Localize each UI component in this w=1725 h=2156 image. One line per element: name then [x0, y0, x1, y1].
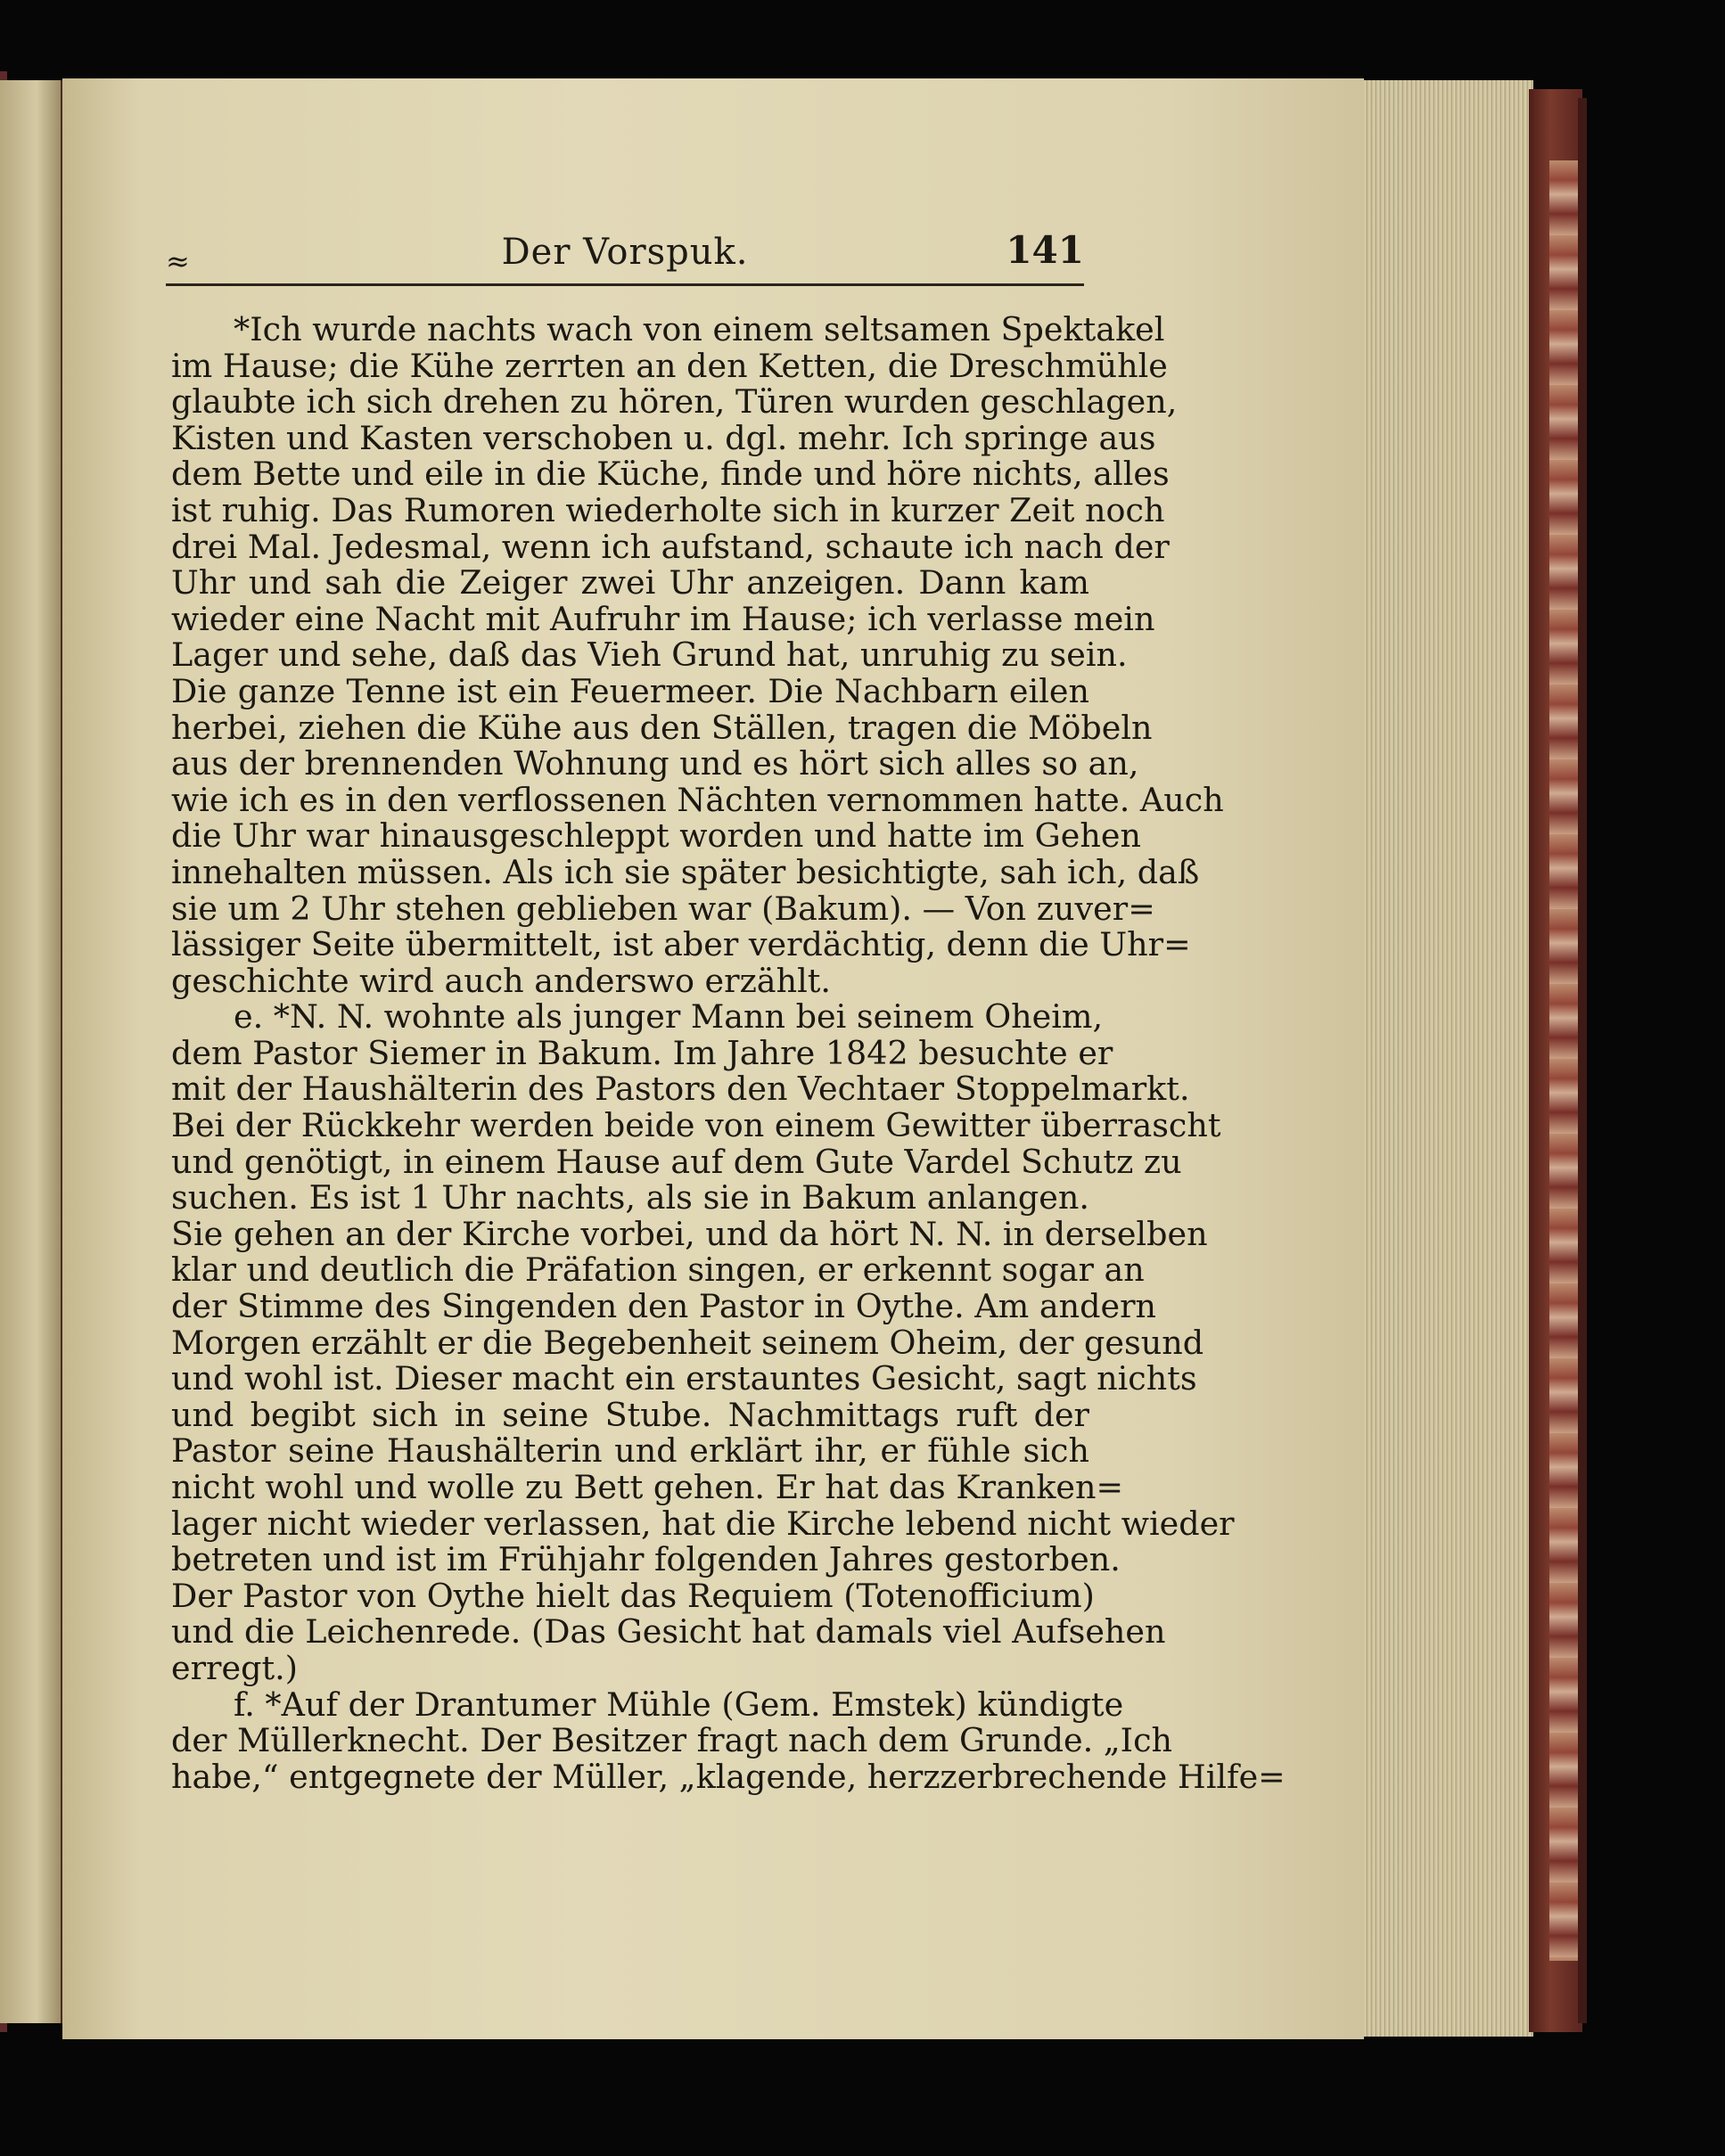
text-line: nicht wohl und wolle zu Bett gehen. Er hat das Kranken= [171, 1468, 1124, 1506]
text-line: und begibt sich in seine Stube. Nachmittags ruft der [171, 1395, 1089, 1434]
text-line: f. *Auf der Drantumer Mühle (Gem. Emstek) kündigte [234, 1685, 1124, 1724]
page-header [166, 225, 1084, 278]
text-line: suchen. Es ist 1 Uhr nachts, als sie in Bakum anlangen. [171, 1178, 1089, 1217]
text-line: habe,“ entgegnete der Müller, „klagende, herzzerbrechende Hilfe= [171, 1757, 1286, 1796]
text-line: Der Pastor von Oythe hielt das Requiem (Totenofficium) [171, 1576, 1095, 1615]
text-line: wie ich es in den verflossenen Nächten vernommen hatte. Auch [171, 780, 1224, 819]
text-line: Pastor seine Haushälterin und erklärt ihr, er fühle sich [171, 1431, 1089, 1471]
left-facing-page [0, 80, 63, 2023]
body-text [171, 310, 1286, 1796]
text-line: im Hause; die Kühe zerrten an den Ketten, die Dreschmühle [171, 346, 1168, 385]
text-line: Morgen erzählt er die Begebenheit seinem Oheim, der gesund [171, 1323, 1204, 1362]
text-line: sie um 2 Uhr stehen geblieben war (Bakum). — Von zuver= [171, 889, 1155, 928]
header-rule [166, 283, 1084, 286]
text-line: Die ganze Tenne ist ein Feuermeer. Die Nachbarn eilen [171, 671, 1089, 710]
text-line: wieder eine Nacht mit Aufruhr im Hause; ich verlasse mein [171, 599, 1155, 638]
signature-mark: ≈ [166, 244, 190, 278]
text-line: Uhr und sah die Zeiger zwei Uhr anzeigen. Dann kam [171, 563, 1089, 603]
text-line: aus der brennenden Wohnung und es hört sich alles so an, [171, 744, 1139, 783]
text-line: lässiger Seite übermittelt, ist aber verdächtig, denn die Uhr= [171, 925, 1191, 964]
text-line: dem Pastor Siemer in Bakum. Im Jahre 1842 besuchte er [171, 1033, 1113, 1072]
text-line: Bei der Rückkehr werden beide von einem Gewitter überrascht [171, 1106, 1221, 1145]
text-line: ist ruhig. Das Rumoren wiederholte sich in kurzer Zeit noch [171, 490, 1165, 529]
text-line: dem Bette und eile in die Küche, finde und höre nichts, alles [171, 455, 1170, 494]
text-line: herbei, ziehen die Kühe aus den Ställen, tragen die Möbeln [171, 708, 1153, 747]
text-line: und genötigt, in einem Hause auf dem Gute Vardel Schutz zu [171, 1142, 1182, 1181]
text-line: betreten und ist im Frühjahr folgenden Jahres gestorben. [171, 1540, 1121, 1579]
text-line: geschichte wird auch anderswo erzählt. [171, 961, 832, 1000]
text-line: Kisten und Kasten verschoben u. dgl. mehr. Ich springe aus [171, 418, 1156, 457]
text-line: der Müllerknecht. Der Besitzer fragt nach dem Grunde. „Ich [171, 1721, 1173, 1760]
text-line: innehalten müssen. Als ich sie später besichtigte, sah ich, daß [171, 852, 1200, 891]
text-line: *Ich wurde nachts wach von einem seltsamen Spektakel [234, 310, 1165, 348]
text-line: glaubte ich sich drehen zu hören, Türen wurden geschlagen, [171, 382, 1178, 422]
text-line: Sie gehen an der Kirche vorbei, und da hört N. N. in derselben [171, 1214, 1208, 1253]
text-line: Lager und sehe, daß das Vieh Grund hat, unruhig zu sein. [171, 635, 1128, 675]
text-line: lager nicht wieder verlassen, hat die Kirche lebend nicht wieder [171, 1504, 1235, 1543]
text-line: e. *N. N. wohnte als junger Mann bei seinem Oheim, [234, 997, 1104, 1037]
text-line: die Uhr war hinausgeschleppt worden und hatte im Gehen [171, 816, 1142, 856]
text-line: und die Leichenrede. (Das Gesicht hat damals viel Aufsehen [171, 1612, 1166, 1652]
text-line: der Stimme des Singenden den Pastor in Oythe. Am andern [171, 1287, 1157, 1326]
running-head: Der Vorspuk. [501, 232, 749, 273]
text-line: drei Mal. Jedesmal, wenn ich aufstand, schaute ich nach der [171, 527, 1170, 566]
text-line: und wohl ist. Dieser macht ein erstauntes Gesicht, sagt nichts [171, 1359, 1197, 1398]
cover-edge [1578, 98, 1587, 2023]
text-line: mit der Haushälterin des Pastors den Vechtaer Stoppelmarkt. [171, 1070, 1190, 1109]
text-line: klar und deutlich die Präfation singen, er erkennt sogar an [171, 1250, 1145, 1290]
page-number: 141 [1006, 228, 1084, 272]
page-stack-edge [1355, 80, 1533, 2037]
text-line: erregt.) [171, 1648, 298, 1687]
